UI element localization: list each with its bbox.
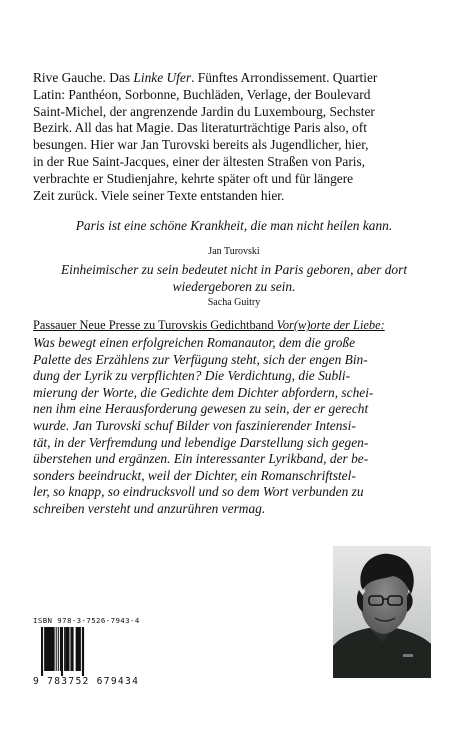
barcode-bar (78, 627, 79, 671)
intro-line: verbrachte er Studienjahre, kehrte später oft und für längere (33, 170, 354, 186)
barcode-digits: 9 783752 679434 (33, 676, 140, 687)
review-line: Was bewegt einen erfolgreichen Romanautor, dem die große (33, 335, 356, 350)
quote-line: Paris ist eine schöne Krankheit, die man nicht heilen kann. (75, 218, 393, 233)
intro-paragraph (33, 70, 435, 204)
intro-line: Saint-Michel, der angrenzende Jardin du Luxembourg, Sechster (33, 103, 375, 119)
intro-line: in der Rue Saint-Jacques, einer der ältesten Straßen von Paris, (33, 153, 366, 169)
barcode-bar (56, 627, 57, 671)
barcode-bar (61, 627, 62, 677)
intro-line: Bezirk. All das hat Magie. Das literaturträchtige Paris also, oft (33, 120, 367, 136)
review-line: überstehen und ergänzen. Ein interessanter Lyrikband, der be- (33, 451, 369, 467)
review-line: nen ihm eine Herausforderung gewesen zu sein, der er gerecht (33, 401, 369, 417)
review-heading: Passauer Neue Presse zu Turovskis Gedichtband Vor(w)orte der Liebe: (33, 318, 385, 332)
barcode-bar (53, 627, 55, 671)
review-line: tät, in der Verfremdung und lebendige Darstellung sich gegen- (33, 434, 369, 450)
quote-author: Sacha Guitry (207, 297, 261, 308)
quote-line: wiedergeboren zu sein. (172, 278, 296, 294)
barcode-bar (73, 627, 74, 671)
intro-line: Latin: Panthéon, Sorbonne, Buchläden, Verlage, der Boulevard (33, 86, 371, 102)
author-portrait-icon (333, 546, 431, 678)
barcode-bar (70, 627, 71, 671)
barcode-bar (83, 627, 84, 677)
quote-line: Einheimischer zu sein bedeutet nicht in Paris geboren, aber dort (60, 262, 408, 277)
intro-line: Zeit zurück. Viele seiner Texte entstanden hier. (33, 187, 285, 203)
quote-guitry (33, 262, 435, 296)
review-line: mierung der Worte, die Gedichte dem Dichter abfordern, schei- (33, 384, 374, 400)
review-line: sonders beeindruckt, weil der Dichter, ein Romanschriftstel- (33, 467, 356, 483)
barcode (33, 627, 165, 679)
review-line: dung der Lyrik zu verpflichten? Die Verdichtung, die Subli- (33, 368, 351, 384)
isbn-label: ISBN 978-3-7526-7943-4 (33, 616, 140, 625)
barcode-bar (62, 627, 63, 677)
book-title: Vor(w)orte der Liebe: (276, 318, 385, 332)
review-line: wurde. Jan Turovski schuf Bilder von faszinierender Intensi- (33, 417, 356, 433)
barcode-bar (82, 627, 83, 677)
review-text (33, 335, 435, 518)
intro-line: Rive Gauche. Das Linke Ufer. Fünftes Arrondissement. Quartier (33, 70, 378, 85)
quote-turovski (33, 218, 435, 235)
barcode-bar (64, 627, 65, 671)
barcode-bar (42, 627, 43, 677)
review-line: ler, so knapp, so eindrucksvoll und so dem Wort verbunden zu (33, 484, 364, 500)
review-line: Palette des Erzählens zur Verfügung steht, sich der engen Bin- (33, 351, 368, 367)
barcode-bar (49, 627, 50, 671)
review-line: schreiben versteht und anzurühren vermag. (33, 500, 266, 516)
intro-line: besungen. Hier war Jan Turovski bereits als Jugendlicher, hier, (33, 137, 369, 153)
barcode-bar (58, 627, 59, 671)
quote-author: Jan Turovski (208, 246, 260, 257)
barcode-bar (79, 627, 80, 671)
barcode-bar (67, 627, 69, 671)
barcode-bar (41, 627, 42, 677)
